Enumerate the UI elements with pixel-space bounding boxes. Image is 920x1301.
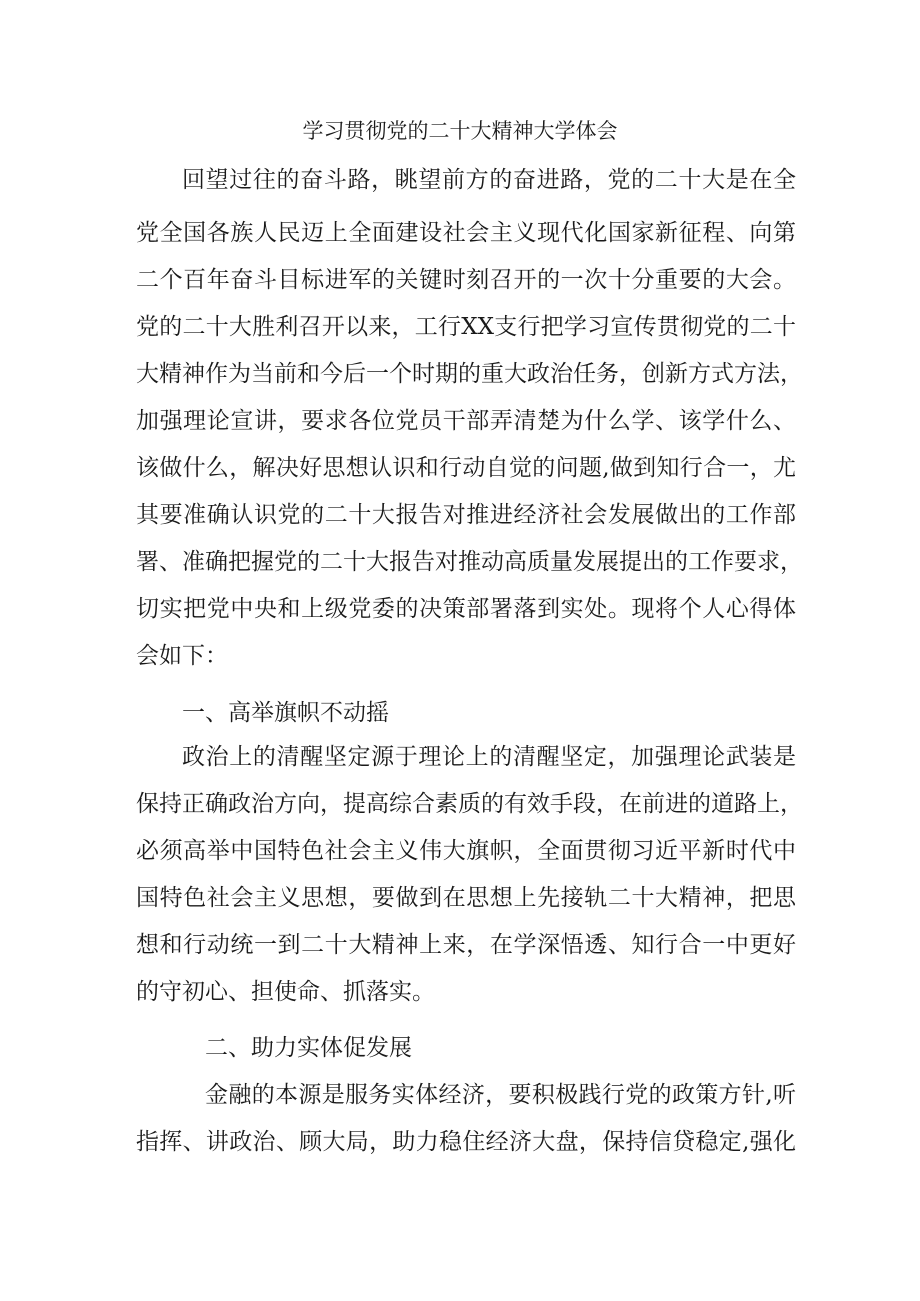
body-line: 加强理论宣讲，要求各位党员干部弄清楚为什么学、该学什么、: [136, 408, 796, 434]
body-line: 党的二十大胜利召开以来，工行XX支行把学习宣传贯彻党的二十: [136, 314, 796, 340]
body-line: 切实把党中央和上级党委的决策部署落到实处。现将个人心得体: [136, 596, 796, 622]
body-line: 回望过往的奋斗路，眺望前方的奋进路，党的二十大是在全: [182, 167, 796, 193]
body-line: 大精神作为当前和今后一个时期的重大政治任务，创新方式方法，: [136, 361, 803, 387]
body-line: 二个百年奋斗目标进军的关键时刻召开的一次十分重要的大会。: [136, 267, 796, 293]
body-line: 会如下：: [136, 643, 228, 669]
body-line: 党全国各族人民迈上全面建设社会主义现代化国家新征程、向第: [136, 220, 796, 246]
document-title: 学习贯彻党的二十大精神大学体会: [302, 119, 618, 143]
body-line: 指挥、讲政治、顾大局，助力稳住经济大盘，保持信贷稳定,强化: [136, 1129, 796, 1155]
body-line: 其要准确认识党的二十大报告对推进经济社会发展做出的工作部: [136, 502, 796, 528]
body-line: 政治上的清醒坚定源于理论上的清醒坚定，加强理论武装是: [182, 744, 796, 770]
body-line: 必须高举中国特色社会主义伟大旗帜，全面贯彻习近平新时代中: [136, 838, 796, 864]
body-line: 保持正确政治方向，提高综合素质的有效手段，在前进的道路上，: [136, 791, 803, 817]
body-line: 想和行动统一到二十大精神上来，在学深悟透、知行合一中更好: [136, 932, 796, 958]
body-line: 金融的本源是服务实体经济，要积极践行党的政策方针,听: [205, 1082, 796, 1108]
body-line: 署、准确把握党的二十大报告对推动高质量发展提出的工作要求，: [136, 549, 803, 575]
body-line: 该做什么，解决好思想认识和行动自觉的问题,做到知行合一，尤: [136, 455, 796, 481]
section-heading: 一、高举旗帜不动摇: [182, 700, 389, 726]
body-line: 国特色社会主义思想，要做到在思想上先接轨二十大精神，把思: [136, 885, 796, 911]
body-line: 的守初心、担使命、抓落实。: [136, 979, 435, 1005]
section-heading: 二、助力实体促发展: [205, 1035, 412, 1061]
